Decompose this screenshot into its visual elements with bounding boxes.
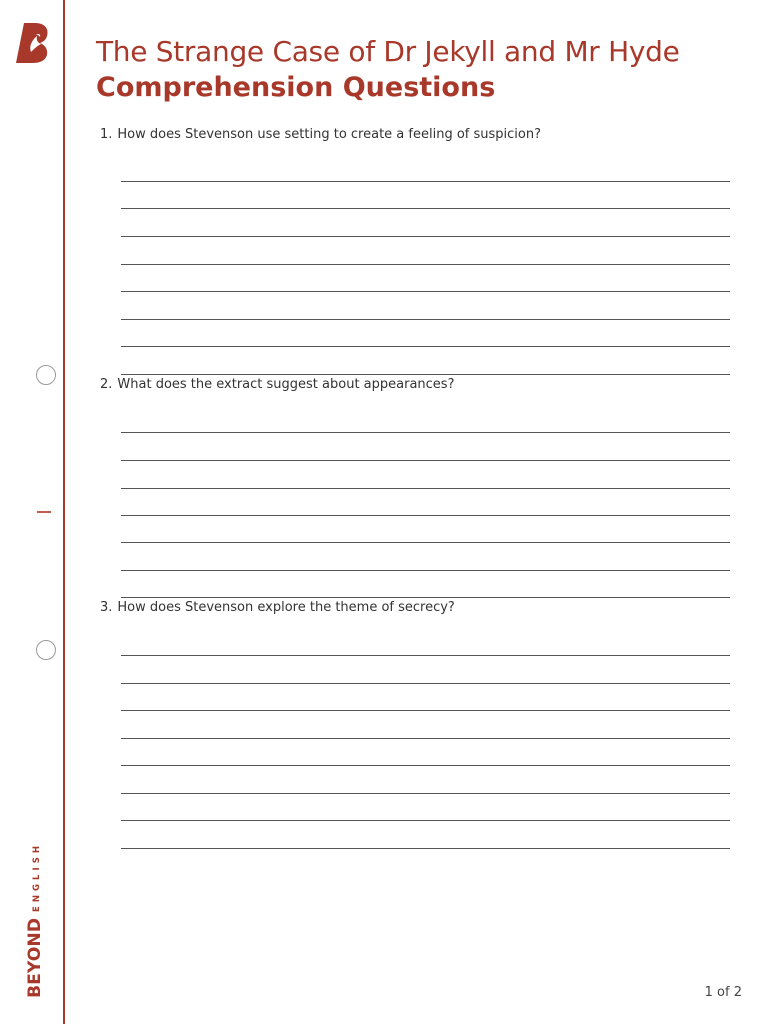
answer-line[interactable] — [121, 374, 730, 375]
question-prompt: How does Stevenson use setting to create a feeling of suspicion? — [117, 127, 541, 142]
answer-line[interactable] — [121, 208, 730, 209]
answer-line[interactable] — [121, 319, 730, 320]
answer-line[interactable] — [121, 515, 730, 516]
question-number: 1. — [100, 127, 113, 142]
answer-line[interactable] — [121, 488, 730, 489]
answer-line[interactable] — [121, 683, 730, 684]
brand-word-english: ENGLISH — [32, 846, 42, 912]
beyond-english-wordmark — [22, 842, 46, 998]
answer-line[interactable] — [121, 236, 730, 237]
answer-line[interactable] — [121, 432, 730, 433]
question-number: 2. — [100, 377, 113, 392]
page-center-mark — [37, 511, 51, 513]
answer-line[interactable] — [121, 291, 730, 292]
answer-line[interactable] — [121, 765, 730, 766]
question-text — [100, 126, 732, 144]
page-title: The Strange Case of Dr Jekyll and Mr Hyde — [96, 35, 680, 68]
question-text — [100, 599, 732, 617]
question-1 — [100, 126, 732, 144]
answer-line[interactable] — [121, 346, 730, 347]
question-prompt: What does the extract suggest about appearances? — [117, 377, 455, 392]
brand-word-beyond: BEYOND — [25, 918, 45, 998]
answer-line[interactable] — [121, 570, 730, 571]
answer-line[interactable] — [121, 710, 730, 711]
margin-line — [63, 0, 65, 1024]
answer-line[interactable] — [121, 264, 730, 265]
answer-line[interactable] — [121, 848, 730, 849]
answer-line[interactable] — [121, 181, 730, 182]
answer-line[interactable] — [121, 738, 730, 739]
answer-line[interactable] — [121, 820, 730, 821]
answer-line[interactable] — [121, 793, 730, 794]
question-prompt: How does Stevenson explore the theme of secrecy? — [117, 600, 455, 615]
question-2 — [100, 376, 732, 394]
answer-line[interactable] — [121, 460, 730, 461]
page-subtitle: Comprehension Questions — [96, 72, 496, 103]
question-text — [100, 376, 732, 394]
beyond-b-logo-icon — [15, 22, 51, 64]
answer-line[interactable] — [121, 542, 730, 543]
punch-hole-top — [36, 365, 56, 385]
question-3 — [100, 599, 732, 617]
answer-line[interactable] — [121, 655, 730, 656]
punch-hole-bottom — [36, 640, 56, 660]
answer-line[interactable] — [121, 597, 730, 598]
page-number: 1 of 2 — [704, 985, 742, 1000]
question-number: 3. — [100, 600, 113, 615]
